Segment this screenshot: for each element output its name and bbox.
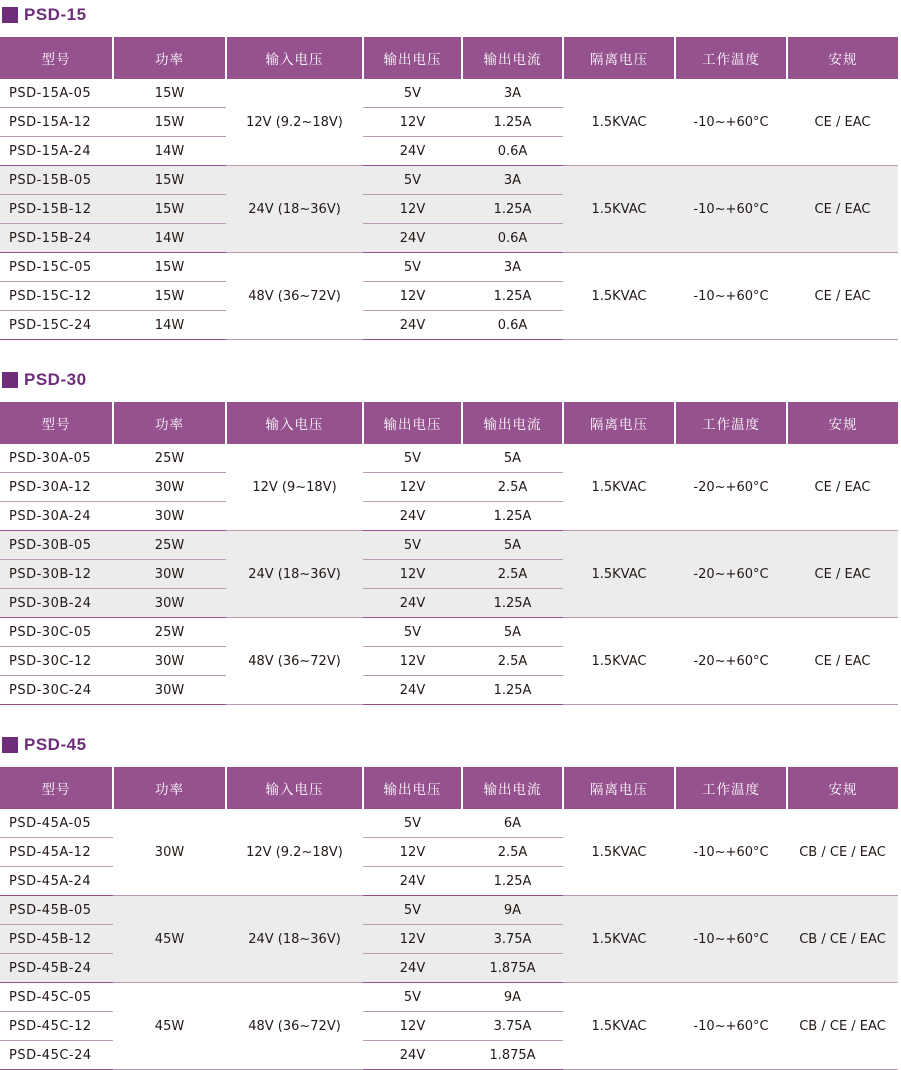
output-voltage-cell: 5V xyxy=(363,166,462,195)
table-row xyxy=(0,618,898,647)
model-cell: PSD-15C-24 xyxy=(0,311,113,340)
power-cell: 45W xyxy=(113,896,226,983)
output-voltage-cell: 24V xyxy=(363,224,462,253)
power-cell: 14W xyxy=(113,311,226,340)
model-cell: PSD-45A-12 xyxy=(0,838,113,867)
output-voltage-cell: 24V xyxy=(363,676,462,705)
spec-table xyxy=(0,767,898,1070)
table-row xyxy=(0,166,898,195)
model-cell: PSD-45A-05 xyxy=(0,809,113,838)
output-voltage-cell: 12V xyxy=(363,195,462,224)
output-current-cell: 1.25A xyxy=(462,502,563,531)
table-row xyxy=(0,531,898,560)
certification-cell: CB / CE / EAC xyxy=(787,983,898,1070)
section-title-text: PSD-30 xyxy=(24,370,87,389)
output-voltage-cell: 24V xyxy=(363,867,462,896)
output-voltage-cell: 12V xyxy=(363,925,462,954)
output-current-cell: 0.6A xyxy=(462,224,563,253)
model-cell: PSD-30C-24 xyxy=(0,676,113,705)
square-bullet-icon xyxy=(2,372,18,388)
model-cell: PSD-15C-12 xyxy=(0,282,113,311)
power-cell: 25W xyxy=(113,531,226,560)
isolation-voltage-cell: 1.5KVAC xyxy=(563,983,675,1070)
power-cell: 15W xyxy=(113,79,226,108)
model-cell: PSD-45C-12 xyxy=(0,1012,113,1041)
table-row xyxy=(0,253,898,282)
header-row xyxy=(0,402,898,444)
power-cell: 45W xyxy=(113,983,226,1070)
output-current-cell: 9A xyxy=(462,983,563,1012)
column-header: 工作温度 xyxy=(675,767,787,809)
column-header: 隔离电压 xyxy=(563,767,675,809)
section-title-text: PSD-15 xyxy=(24,5,87,24)
certification-cell: CB / CE / EAC xyxy=(787,809,898,896)
column-header: 型号 xyxy=(0,767,113,809)
output-current-cell: 1.25A xyxy=(462,676,563,705)
isolation-voltage-cell: 1.5KVAC xyxy=(563,253,675,340)
power-cell: 30W xyxy=(113,502,226,531)
output-current-cell: 3.75A xyxy=(462,1012,563,1041)
power-cell: 30W xyxy=(113,589,226,618)
output-voltage-cell: 5V xyxy=(363,531,462,560)
isolation-voltage-cell: 1.5KVAC xyxy=(563,896,675,983)
output-current-cell: 3A xyxy=(462,253,563,282)
output-voltage-cell: 24V xyxy=(363,1041,462,1070)
power-cell: 30W xyxy=(113,473,226,502)
spec-table xyxy=(0,402,898,705)
input-voltage-cell: 12V (9.2~18V) xyxy=(226,79,363,166)
output-current-cell: 3.75A xyxy=(462,925,563,954)
certification-cell: CE / EAC xyxy=(787,618,898,705)
model-cell: PSD-15B-12 xyxy=(0,195,113,224)
model-cell: PSD-15A-24 xyxy=(0,137,113,166)
model-cell: PSD-30B-24 xyxy=(0,589,113,618)
column-header: 功率 xyxy=(113,767,226,809)
table-row xyxy=(0,79,898,108)
output-current-cell: 0.6A xyxy=(462,311,563,340)
column-header: 输出电压 xyxy=(363,402,462,444)
model-cell: PSD-15A-12 xyxy=(0,108,113,137)
output-voltage-cell: 5V xyxy=(363,983,462,1012)
output-voltage-cell: 5V xyxy=(363,253,462,282)
output-current-cell: 1.25A xyxy=(462,195,563,224)
power-cell: 15W xyxy=(113,166,226,195)
column-header: 功率 xyxy=(113,37,226,79)
model-cell: PSD-30B-05 xyxy=(0,531,113,560)
power-cell: 30W xyxy=(113,809,226,896)
model-cell: PSD-45B-12 xyxy=(0,925,113,954)
operating-temp-cell: -20~+60°C xyxy=(675,444,787,531)
model-cell: PSD-15B-05 xyxy=(0,166,113,195)
output-current-cell: 1.875A xyxy=(462,1041,563,1070)
power-cell: 15W xyxy=(113,253,226,282)
output-voltage-cell: 12V xyxy=(363,560,462,589)
output-current-cell: 1.25A xyxy=(462,589,563,618)
model-cell: PSD-15A-05 xyxy=(0,79,113,108)
column-header: 输出电压 xyxy=(363,37,462,79)
column-header: 安规 xyxy=(787,37,898,79)
power-cell: 30W xyxy=(113,676,226,705)
model-cell: PSD-45C-24 xyxy=(0,1041,113,1070)
output-voltage-cell: 5V xyxy=(363,79,462,108)
output-voltage-cell: 24V xyxy=(363,954,462,983)
input-voltage-cell: 24V (18~36V) xyxy=(226,531,363,618)
column-header: 输出电流 xyxy=(462,37,563,79)
power-cell: 25W xyxy=(113,618,226,647)
column-header: 输入电压 xyxy=(226,37,363,79)
section-title-text: PSD-45 xyxy=(24,735,87,754)
model-cell: PSD-45B-24 xyxy=(0,954,113,983)
column-header: 隔离电压 xyxy=(563,37,675,79)
output-voltage-cell: 12V xyxy=(363,473,462,502)
isolation-voltage-cell: 1.5KVAC xyxy=(563,809,675,896)
input-voltage-cell: 48V (36~72V) xyxy=(226,253,363,340)
column-header: 功率 xyxy=(113,402,226,444)
output-voltage-cell: 5V xyxy=(363,444,462,473)
column-header: 型号 xyxy=(0,37,113,79)
operating-temp-cell: -10~+60°C xyxy=(675,253,787,340)
output-current-cell: 2.5A xyxy=(462,647,563,676)
output-voltage-cell: 24V xyxy=(363,311,462,340)
output-current-cell: 5A xyxy=(462,531,563,560)
model-cell: PSD-30A-24 xyxy=(0,502,113,531)
table-row xyxy=(0,809,898,838)
power-cell: 25W xyxy=(113,444,226,473)
output-current-cell: 2.5A xyxy=(462,560,563,589)
certification-cell: CE / EAC xyxy=(787,531,898,618)
output-current-cell: 2.5A xyxy=(462,838,563,867)
power-cell: 30W xyxy=(113,647,226,676)
output-voltage-cell: 24V xyxy=(363,589,462,618)
certification-cell: CE / EAC xyxy=(787,79,898,166)
isolation-voltage-cell: 1.5KVAC xyxy=(563,79,675,166)
output-voltage-cell: 12V xyxy=(363,838,462,867)
output-current-cell: 1.25A xyxy=(462,867,563,896)
column-header: 安规 xyxy=(787,767,898,809)
output-current-cell: 1.25A xyxy=(462,108,563,137)
model-cell: PSD-15B-24 xyxy=(0,224,113,253)
output-voltage-cell: 12V xyxy=(363,1012,462,1041)
isolation-voltage-cell: 1.5KVAC xyxy=(563,444,675,531)
output-voltage-cell: 5V xyxy=(363,809,462,838)
certification-cell: CE / EAC xyxy=(787,444,898,531)
output-voltage-cell: 5V xyxy=(363,618,462,647)
output-voltage-cell: 24V xyxy=(363,137,462,166)
output-current-cell: 5A xyxy=(462,618,563,647)
operating-temp-cell: -10~+60°C xyxy=(675,79,787,166)
header-row xyxy=(0,37,898,79)
column-header: 工作温度 xyxy=(675,402,787,444)
output-voltage-cell: 12V xyxy=(363,108,462,137)
model-cell: PSD-30C-12 xyxy=(0,647,113,676)
output-current-cell: 0.6A xyxy=(462,137,563,166)
section-title xyxy=(2,369,87,391)
input-voltage-cell: 12V (9.2~18V) xyxy=(226,809,363,896)
model-cell: PSD-45C-05 xyxy=(0,983,113,1012)
column-header: 输入电压 xyxy=(226,402,363,444)
input-voltage-cell: 48V (36~72V) xyxy=(226,983,363,1070)
column-header: 输出电流 xyxy=(462,767,563,809)
operating-temp-cell: -10~+60°C xyxy=(675,166,787,253)
column-header: 隔离电压 xyxy=(563,402,675,444)
power-cell: 15W xyxy=(113,108,226,137)
model-cell: PSD-45B-05 xyxy=(0,896,113,925)
certification-cell: CE / EAC xyxy=(787,166,898,253)
column-header: 输出电流 xyxy=(462,402,563,444)
output-current-cell: 3A xyxy=(462,79,563,108)
power-cell: 15W xyxy=(113,282,226,311)
input-voltage-cell: 48V (36~72V) xyxy=(226,618,363,705)
section-title xyxy=(2,734,87,756)
column-header: 工作温度 xyxy=(675,37,787,79)
section-title xyxy=(2,4,87,26)
output-current-cell: 9A xyxy=(462,896,563,925)
certification-cell: CE / EAC xyxy=(787,253,898,340)
output-voltage-cell: 24V xyxy=(363,502,462,531)
header-row xyxy=(0,767,898,809)
operating-temp-cell: -10~+60°C xyxy=(675,983,787,1070)
model-cell: PSD-30A-12 xyxy=(0,473,113,502)
column-header: 安规 xyxy=(787,402,898,444)
operating-temp-cell: -10~+60°C xyxy=(675,809,787,896)
model-cell: PSD-15C-05 xyxy=(0,253,113,282)
output-current-cell: 1.25A xyxy=(462,282,563,311)
model-cell: PSD-45A-24 xyxy=(0,867,113,896)
model-cell: PSD-30A-05 xyxy=(0,444,113,473)
table-row xyxy=(0,983,898,1012)
power-cell: 15W xyxy=(113,195,226,224)
output-current-cell: 5A xyxy=(462,444,563,473)
table-row xyxy=(0,896,898,925)
square-bullet-icon xyxy=(2,737,18,753)
square-bullet-icon xyxy=(2,7,18,23)
output-current-cell: 6A xyxy=(462,809,563,838)
power-cell: 14W xyxy=(113,137,226,166)
isolation-voltage-cell: 1.5KVAC xyxy=(563,618,675,705)
certification-cell: CB / CE / EAC xyxy=(787,896,898,983)
output-voltage-cell: 12V xyxy=(363,647,462,676)
table-row xyxy=(0,444,898,473)
model-cell: PSD-30B-12 xyxy=(0,560,113,589)
operating-temp-cell: -10~+60°C xyxy=(675,896,787,983)
output-voltage-cell: 12V xyxy=(363,282,462,311)
column-header: 输入电压 xyxy=(226,767,363,809)
output-current-cell: 2.5A xyxy=(462,473,563,502)
input-voltage-cell: 12V (9~18V) xyxy=(226,444,363,531)
isolation-voltage-cell: 1.5KVAC xyxy=(563,166,675,253)
operating-temp-cell: -20~+60°C xyxy=(675,531,787,618)
spec-table xyxy=(0,37,898,340)
model-cell: PSD-30C-05 xyxy=(0,618,113,647)
column-header: 输出电压 xyxy=(363,767,462,809)
operating-temp-cell: -20~+60°C xyxy=(675,618,787,705)
input-voltage-cell: 24V (18~36V) xyxy=(226,166,363,253)
output-voltage-cell: 5V xyxy=(363,896,462,925)
column-header: 型号 xyxy=(0,402,113,444)
input-voltage-cell: 24V (18~36V) xyxy=(226,896,363,983)
power-cell: 30W xyxy=(113,560,226,589)
isolation-voltage-cell: 1.5KVAC xyxy=(563,531,675,618)
output-current-cell: 3A xyxy=(462,166,563,195)
output-current-cell: 1.875A xyxy=(462,954,563,983)
power-cell: 14W xyxy=(113,224,226,253)
